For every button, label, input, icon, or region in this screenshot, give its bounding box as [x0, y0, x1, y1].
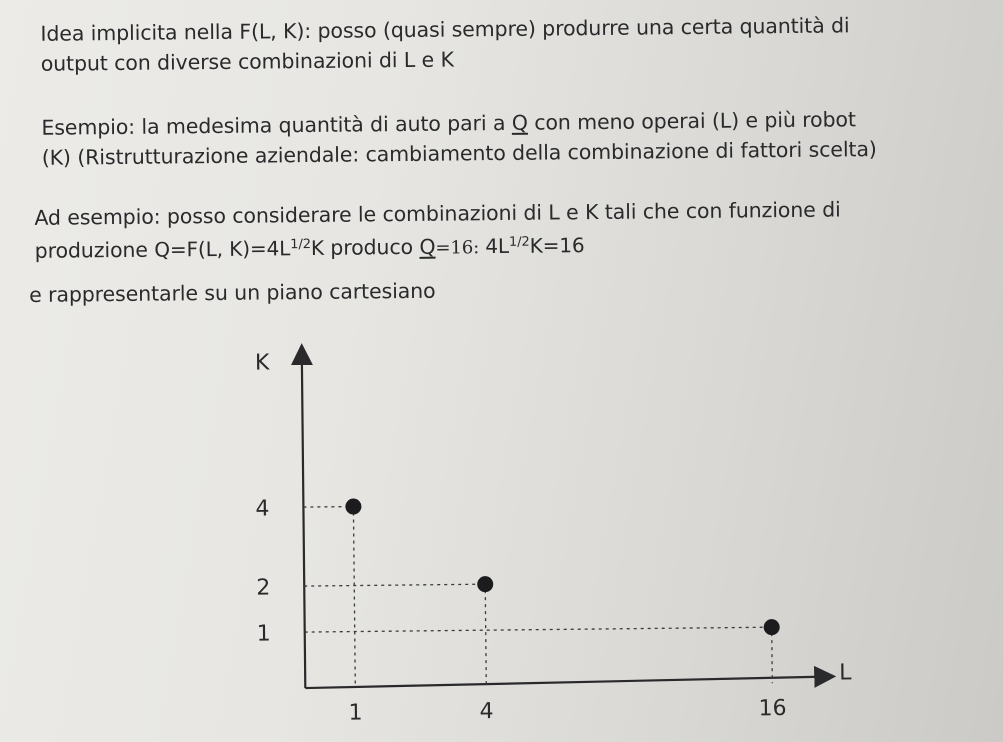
data-points: [345, 494, 779, 640]
intro-line-2: output con diverse combinazioni di L e K: [40, 47, 455, 76]
guide-vertical-0: [353, 513, 355, 688]
closing-line: e rappresentarle su un piano cartesiano: [29, 278, 436, 307]
q-symbol-underlined-2: Q: [419, 234, 436, 259]
x-axis-label: L: [839, 660, 852, 686]
q-symbol-underlined: Q: [511, 110, 528, 135]
guide-lines: [303, 502, 772, 688]
y-tick-label: 4: [255, 496, 270, 522]
data-point: [477, 576, 493, 592]
example-line-2: (K) (Ristrutturazione aziendale: cambiamento della combinazione di fattori scelta): [41, 137, 877, 170]
produco-text: produco: [323, 234, 420, 260]
y-tick-label: 1: [256, 621, 271, 647]
q-value: =16:: [435, 237, 480, 259]
equation-exponent: 1/2: [508, 234, 530, 250]
data-point: [345, 498, 361, 514]
guide-horizontal-1: [304, 584, 479, 586]
guide-vertical-2: [772, 633, 773, 683]
example-text-post: con meno operai (L) e più robot: [527, 107, 856, 135]
equation-base: 4L: [478, 233, 510, 259]
x-tick-label: 1: [348, 700, 363, 726]
y-axis-label: K: [254, 350, 270, 376]
guide-vertical-1: [485, 590, 486, 686]
production-label: produzione: [34, 237, 155, 263]
function-exponent: 1/2: [290, 236, 311, 253]
y-tick-label: 2: [256, 575, 271, 601]
second-example-line-1: Ad esempio: posso considerare le combinazioni di L e K tali che con funzione di: [34, 197, 841, 230]
x-axis: [305, 677, 825, 688]
x-tick-label: 4: [479, 699, 494, 725]
x-tick-label: 16: [758, 696, 787, 722]
equation-tail: K=16: [529, 233, 585, 258]
guide-horizontal-2: [305, 627, 766, 632]
function-tail: K: [310, 235, 325, 260]
tick-labels: [255, 491, 786, 727]
intro-line-1: Idea implicita nella F(L, K): posso (quasi sempre) produrre una certa quantità di: [40, 13, 850, 46]
data-point: [764, 619, 780, 635]
y-axis: [302, 354, 305, 688]
function-base: Q=F(L, K)=4L: [154, 236, 291, 262]
example-text-pre: Esempio: la medesima quantità di auto pari a: [41, 110, 512, 140]
